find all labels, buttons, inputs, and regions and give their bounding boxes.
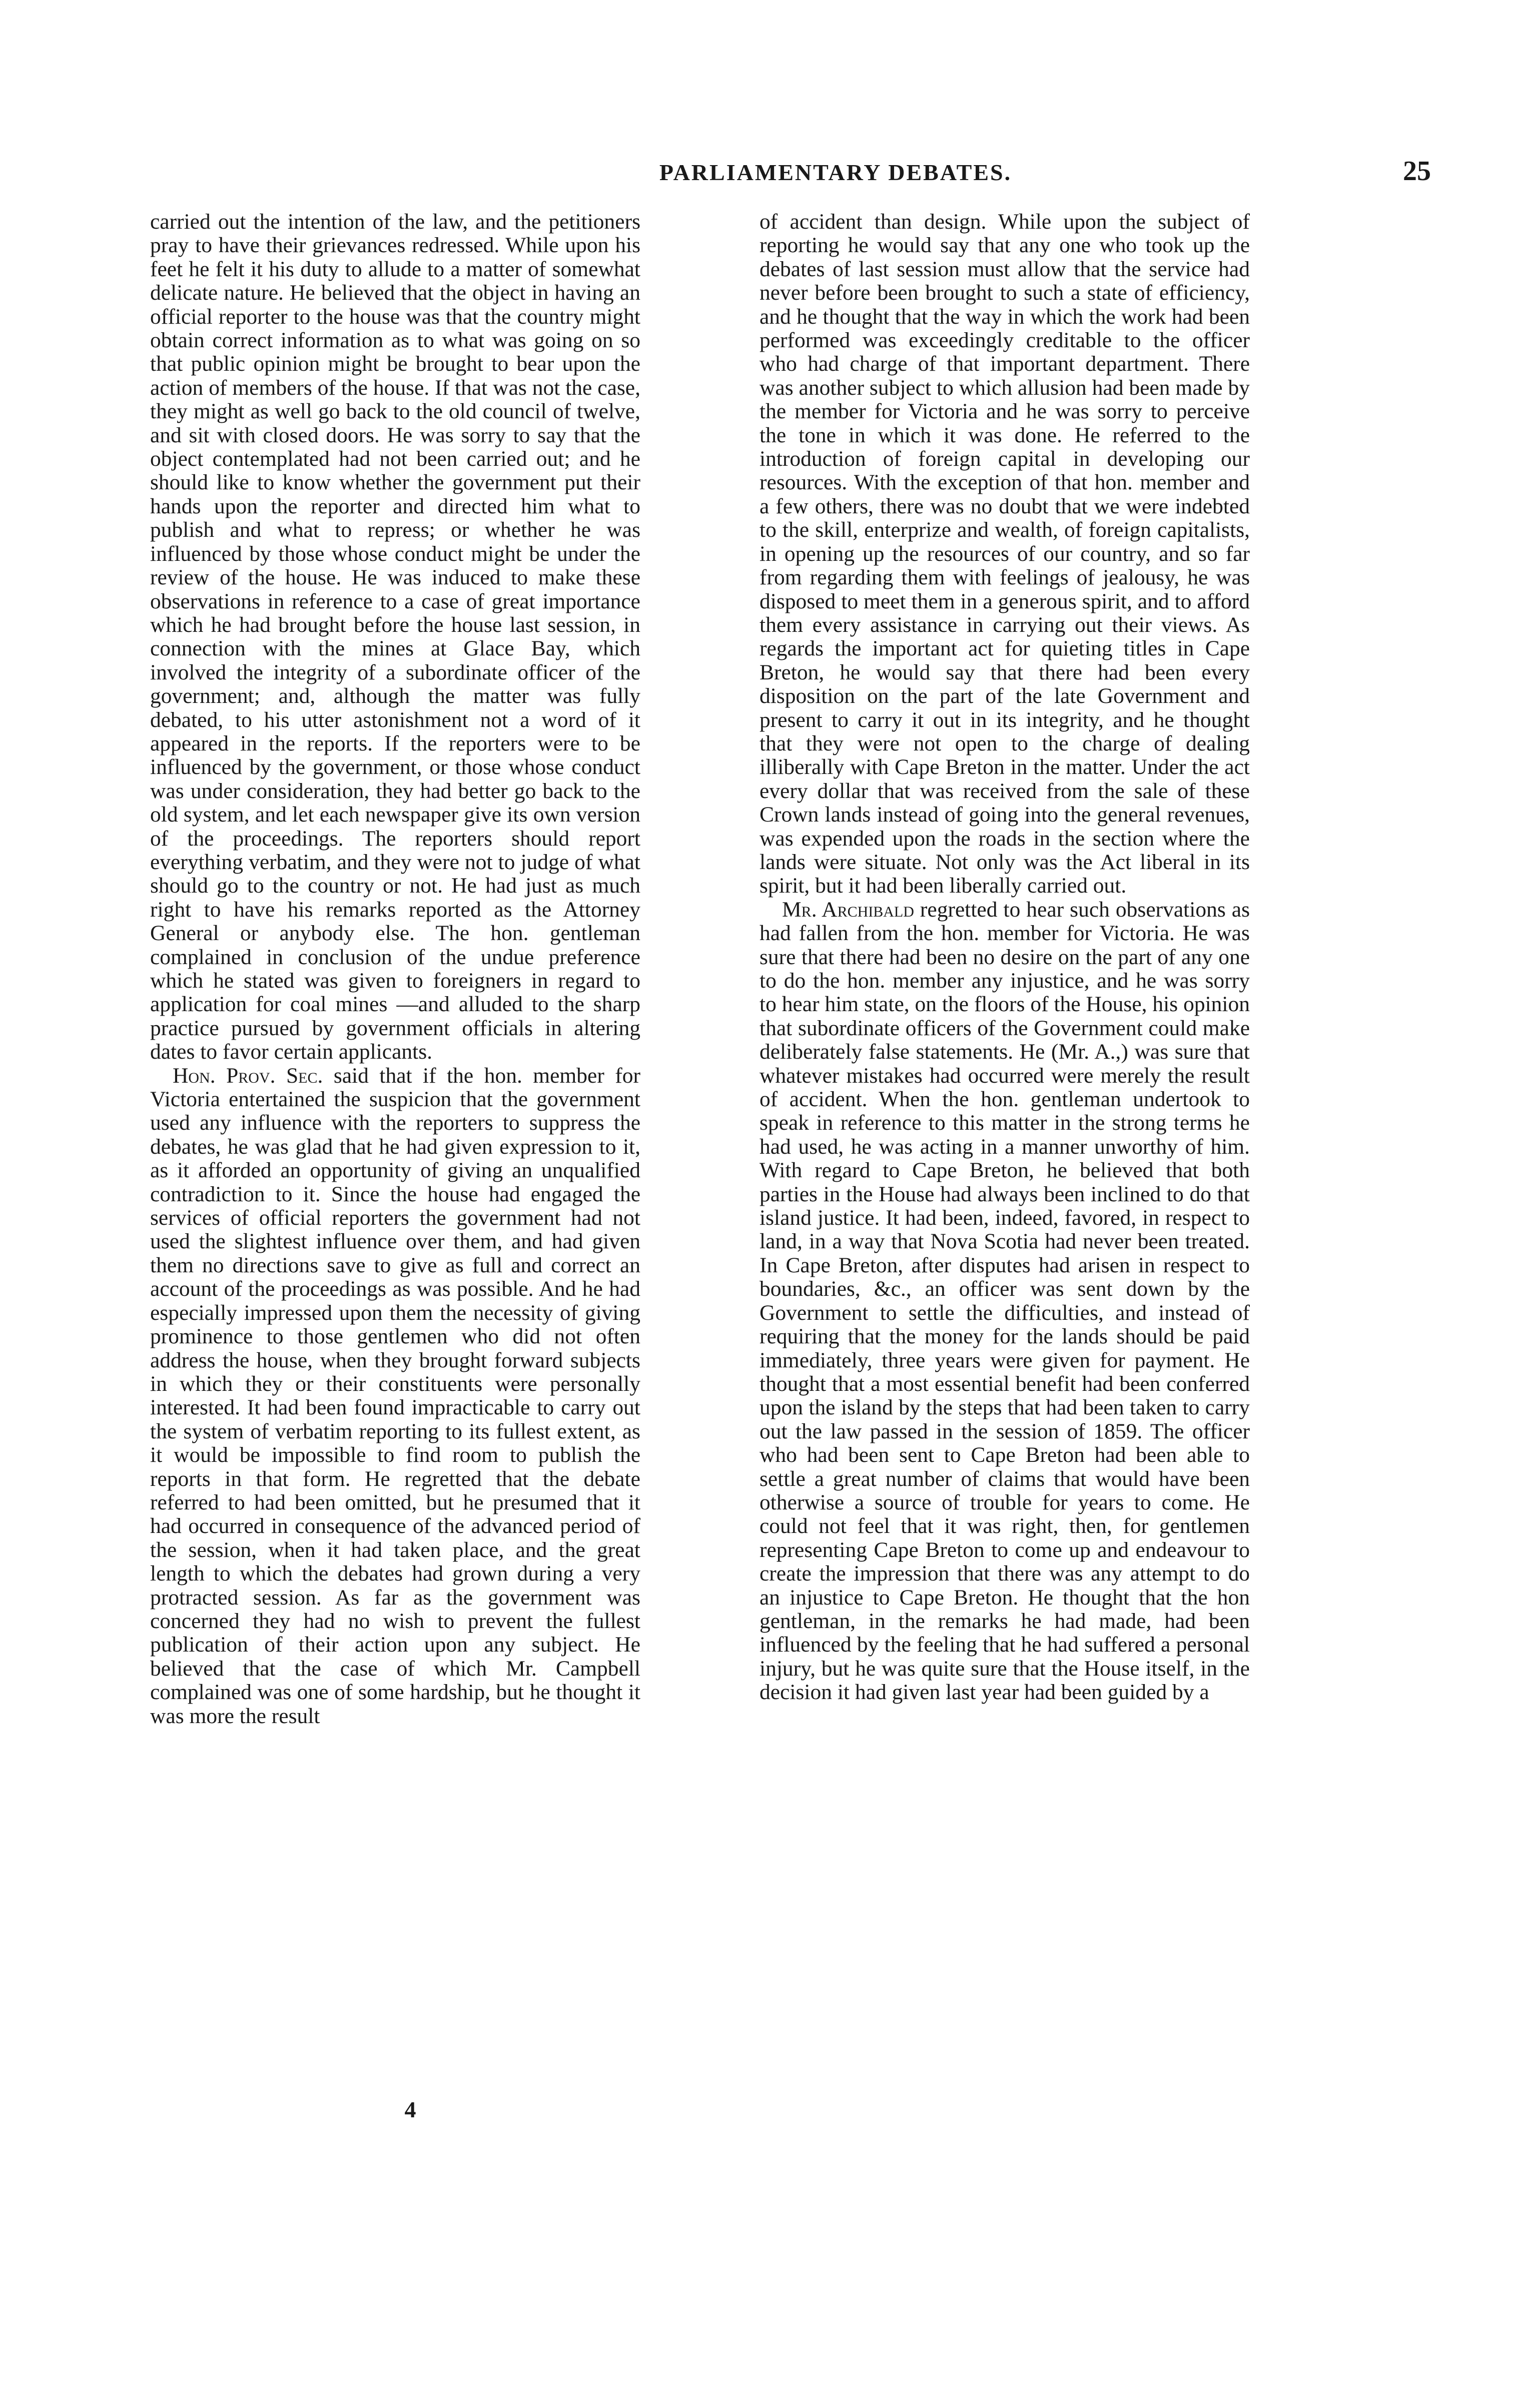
signature-mark: 4 [404,2097,416,2122]
running-head: PARLIAMENTARY DEBATES. [659,160,1012,185]
speech-text: said that if the hon. member for Victoria entertained the suspicion that the government used any influence with the reporters to suppress the debates, he was glad that he had given expression to it, as it afforded an opportunity of giving an unqualified contradiction to it. Since the house had engaged the services of official reporters the government had not used the slightest influence over them, and had given them no directions save to give as full and correct an account of the proceedings as was possible. And he had especially impressed upon them the necessity of giving prominence to those gentlemen who did not often address the house, when they brought forward subjects in which they or their constituents were personally interested. It had been found impracticable to carry out the system of verbatim reporting to its fullest extent, as it would be impossible to find room to publish the reports in that form. He regretted that the debate referred to had been omitted, but he presumed that it had occurred in consequence of the advanced period of the session, when it had taken place, and the great length to which the debates had grown during a very protracted session. As far as the government was concerned they had no wish to prevent the fullest publication of their action upon any subject. He believed that the case of which Mr. Campbell complained was one of some hardship, but he thought it was more the result [150,1063,640,1728]
page-number: 25 [1403,156,1431,187]
speaker-name: Mr. Archibald [782,897,914,922]
left-paragraph-1: carried out the intention of the law, and the petitioners pray to have their grievances redressed. While upon his feet he felt it his duty to allude to a matter of somewhat delicate nature. He believed that the object in having an official reporter to the house was that the country might obtain correct information as to what was going on so that public opinion might be brought to bear upon the action of members of the house. If that was not the case, they might as well go back to the old council of twelve, and sit with closed doors. He was sorry to say that the object contemplated had not been carried out; and he should like to know whether the government put their hands upon the reporter and directed him what to publish and what to repress; or whether he was influenced by those whose conduct might be under the review of the house. He was induced to make these observations in reference to a case of great importance which he had brought before the house last session, in connection with the mines at Glace Bay, which involved the integrity of a subordinate officer of the government; and, although the matter was fully debated, to his utter astonishment not a word of it appeared in the reports. If the reporters were to be influenced by the government, or those whose conduct was under consideration, they had better go back to the old system, and let each newspaper give its own version of the proceedings. The reporters should report everything verbatim, and they were not to judge of what should go to the country or not. He had just as much right to have his remarks reported as the Attorney General or anybody else. The hon. gentleman complained in conclusion of the undue preference which he stated was given to foreigners in regard to application for coal mines —and alluded to the sharp practice pursued by government officials in altering dates to favor certain applicants. [150,210,640,1064]
speech-text: regretted to hear such observations as had fallen from the hon. member for Victoria. He was sure that there had been no desire on the part of any one to do the hon. member any injustice, and he was sorry to hear him state, on the floors of the House, his opinion that subordinate officers of the Government could make deliberately false statements. He (Mr. A.,) was sure that whatever mistakes had occurred were merely the result of accident. When the hon. gentleman undertook to speak in reference to this matter in the strong terms he had used, he was acting in a manner unworthy of him. With regard to Cape Breton, he believed that both parties in the House had always been inclined to do that island justice. It had been, indeed, favored, in respect to land, in a way that Nova Scotia had never been treated. In Cape Breton, after disputes had arisen in respect to boundaries, &c., an officer was sent down by the Government to settle the difficulties, and instead of requiring that the money for the lands should be paid immediately, three years were given for payment. He thought that a most essential benefit had been conferred upon the island by the steps that had been taken to carry out the law passed in the session of 1859. The officer who had been sent to Cape Breton had been able to settle a great number of claims that would have been otherwise a source of trouble for years to come. He could not feel that it was right, then, for gentlemen representing Cape Breton to come up and endeavour to create the impression that there was any attempt to do an injustice to Cape Breton. He thought that the hon gentleman, in the remarks he had made, had been influenced by the feeling that he had suffered a personal injury, but he was quite sure that the House itself, in the decision it had given last year had been guided by a [760,897,1250,1705]
right-paragraph-1: of accident than design. While upon the subject of reporting he would say that any one who took up the debates of last session must allow that the service had never before been brought to such a state of efficiency, and he thought that the way in which the work had been performed was exceedingly creditable to the officer who had charge of that important department. There was another subject to which allusion had been made by the member for Victoria and he was sorry to perceive the tone in which it was done. He referred to the introduction of foreign capital in developing our resources. With the exception of that hon. member and a few others, there was no doubt that we were indebted to the skill, enterprize and wealth, of foreign capitalists, in opening up the resources of our country, and so far from regarding them with feelings of jealousy, he was disposed to meet them in a generous spirit, and to afford them every assistance in carrying out their views. As regards the important act for quieting titles in Cape Breton, he would say that there had been every disposition on the part of the late Government and present to carry it out in its integrity, and he thought that they were not open to the charge of dealing illiberally with Cape Breton in the matter. Under the act every dollar that was received from the sale of these Crown lands instead of going into the general revenues, was expended upon the roads in the section where the lands were situate. Not only was the Act liberal in its spirit, but it had been liberally carried out. [760,210,1250,898]
left-column [150,210,640,2101]
right-column [760,210,1250,2101]
left-paragraph-2 [150,1064,640,1728]
right-paragraph-2 [760,898,1250,1705]
speaker-name: Hon. Prov. Sec. [173,1063,323,1088]
